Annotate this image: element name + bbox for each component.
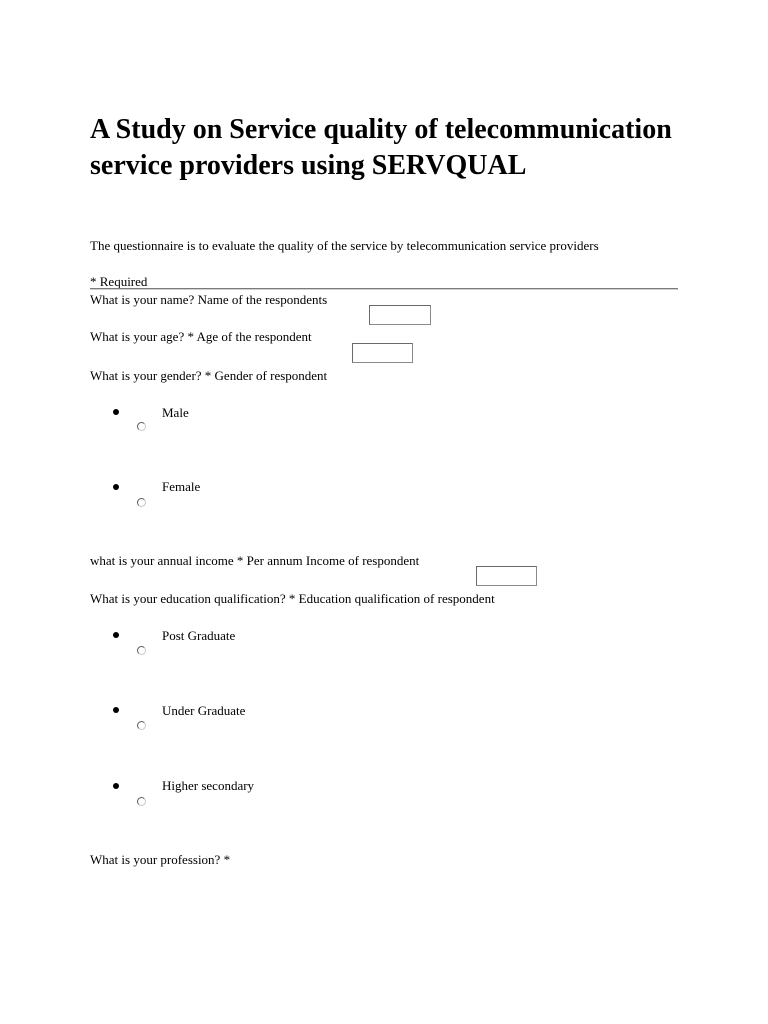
name-question-label: What is your name? Name of the respondents	[90, 292, 328, 307]
education-higher-secondary-radio[interactable]	[137, 797, 146, 806]
education-option-post-graduate-label: Post Graduate	[162, 628, 236, 643]
required-note: * Required	[90, 274, 148, 289]
list-bullet	[113, 409, 119, 415]
list-bullet	[113, 484, 119, 490]
list-bullet	[113, 707, 119, 713]
form-description: The questionnaire is to evaluate the quality of the service by telecommunication service providers	[90, 238, 599, 253]
education-under-graduate-radio[interactable]	[137, 721, 146, 730]
age-question-label: What is your age? * Age of the respondent	[90, 329, 312, 344]
list-bullet	[113, 632, 119, 638]
name-input[interactable]	[369, 305, 431, 325]
gender-female-radio[interactable]	[137, 498, 146, 507]
education-post-graduate-radio[interactable]	[137, 646, 146, 655]
age-input[interactable]	[352, 343, 413, 363]
education-question-label: What is your education qualification? * Education qualification of respondent	[90, 591, 495, 606]
form-title: A Study on Service quality of telecommunication service providers using SERVQUAL	[90, 114, 672, 181]
gender-option-male-label: Male	[162, 405, 189, 420]
income-question-label: what is your annual income * Per annum Income of respondent	[90, 553, 420, 568]
gender-option-female-label: Female	[162, 479, 201, 494]
education-option-higher-secondary-label: Higher secondary	[162, 778, 255, 793]
header-divider	[90, 288, 678, 290]
profession-question-label: What is your profession? *	[90, 852, 231, 867]
income-input[interactable]	[476, 566, 537, 586]
list-bullet	[113, 783, 119, 789]
gender-male-radio[interactable]	[137, 422, 146, 431]
gender-question-label: What is your gender? * Gender of respondent	[90, 368, 328, 383]
education-option-under-graduate-label: Under Graduate	[162, 703, 246, 718]
